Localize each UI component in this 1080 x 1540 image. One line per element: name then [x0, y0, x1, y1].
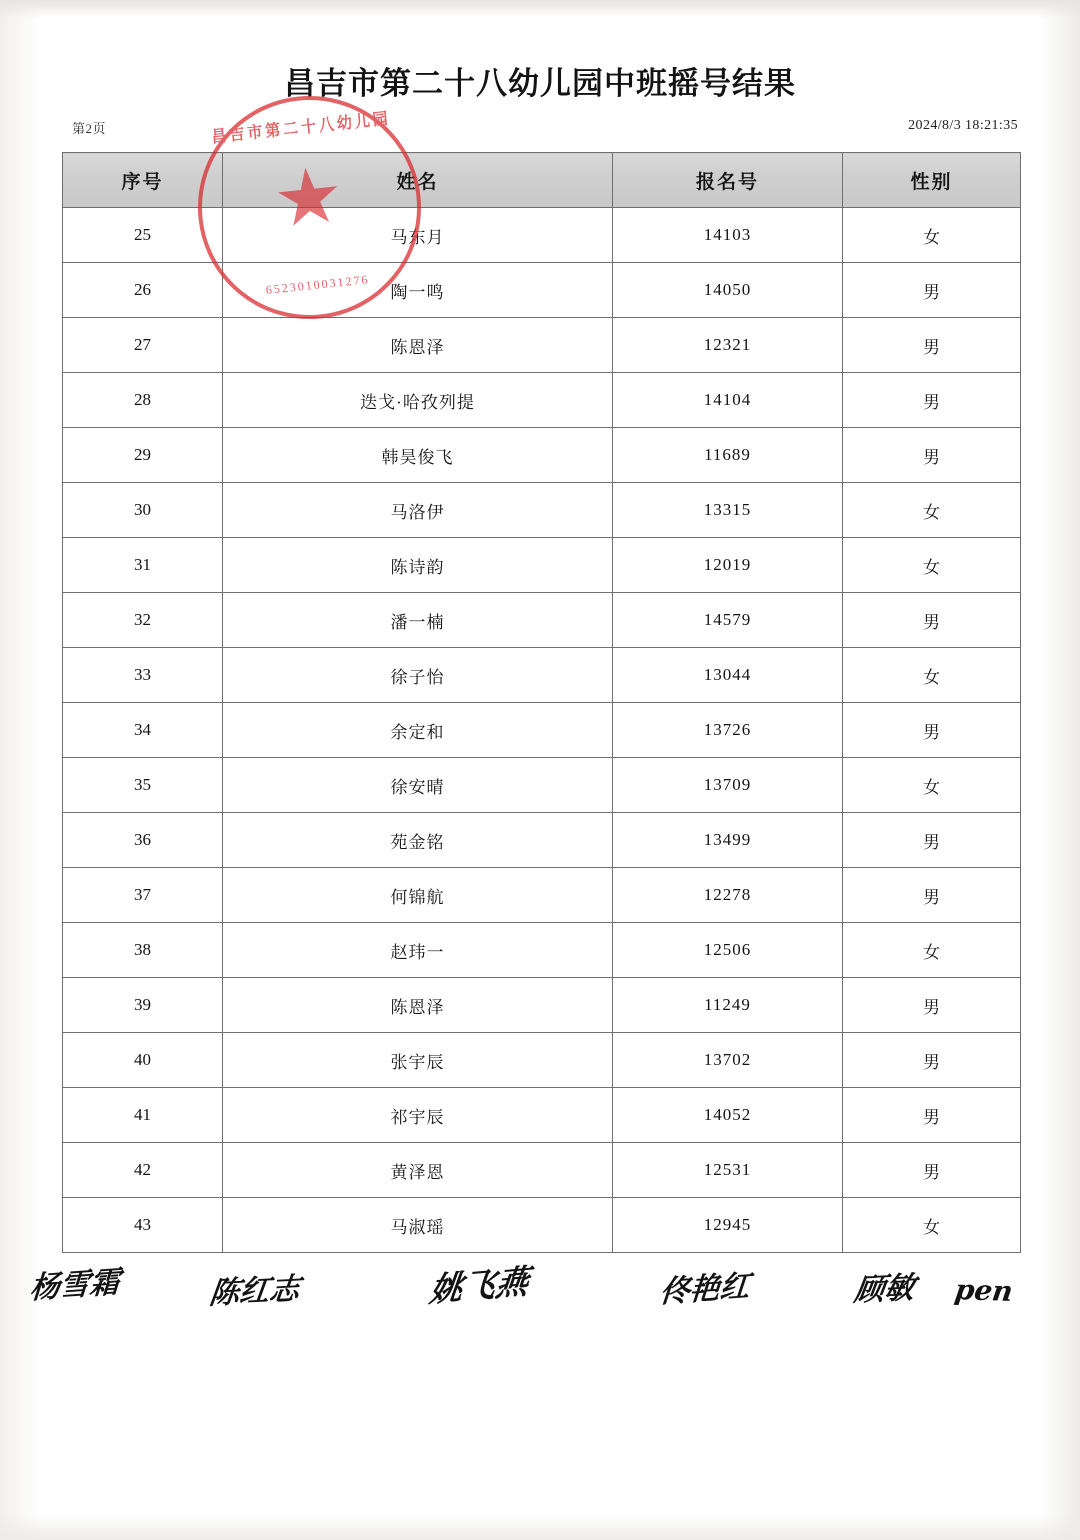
- cell-registration-number: 12321: [613, 318, 843, 373]
- table-row: [63, 923, 1021, 978]
- page-number-label: 第2页: [72, 121, 107, 136]
- cell-gender: 男: [843, 978, 1021, 1033]
- cell-name: 徐子怡: [223, 648, 613, 703]
- cell-gender: 男: [843, 1033, 1021, 1088]
- cell-name: 潘一楠: [223, 593, 613, 648]
- cell-registration-number: 11689: [613, 428, 843, 483]
- cell-registration-number: 13315: [613, 483, 843, 538]
- cell-seq: 28: [63, 373, 223, 428]
- cell-name: 迭戈·哈孜列提: [223, 373, 613, 428]
- cell-seq: 34: [63, 703, 223, 758]
- cell-seq: 39: [63, 978, 223, 1033]
- table-row: [63, 428, 1021, 483]
- cell-gender: 女: [843, 483, 1021, 538]
- table-row: [63, 483, 1021, 538]
- cell-seq: 29: [63, 428, 223, 483]
- cell-registration-number: 14104: [613, 373, 843, 428]
- cell-name: 祁宇辰: [223, 1088, 613, 1143]
- cell-registration-number: 12945: [613, 1198, 843, 1253]
- seal-top-text: 昌吉市第二十八幼儿园: [210, 110, 392, 147]
- cell-registration-number: 13709: [613, 758, 843, 813]
- cell-name: 马东月: [223, 208, 613, 263]
- table-row: [63, 1088, 1021, 1143]
- cell-registration-number: 14050: [613, 263, 843, 318]
- cell-seq: 33: [63, 648, 223, 703]
- cell-seq: 42: [63, 1143, 223, 1198]
- table-row: [63, 538, 1021, 593]
- column-header-registration-number: 报名号: [613, 153, 843, 208]
- cell-name: 陈诗韵: [223, 538, 613, 593]
- page-title: 昌吉市第二十八幼儿园中班摇号结果: [284, 66, 796, 102]
- cell-registration-number: 14579: [613, 593, 843, 648]
- cell-seq: 31: [63, 538, 223, 593]
- cell-registration-number: 12506: [613, 923, 843, 978]
- page-bottom-shadow: [0, 1514, 1080, 1540]
- cell-gender: 女: [843, 648, 1021, 703]
- cell-registration-number: 13726: [613, 703, 843, 758]
- cell-registration-number: 11249: [613, 978, 843, 1033]
- table-row: [63, 868, 1021, 923]
- cell-name: 陈恩泽: [223, 978, 613, 1033]
- cell-name: 陶一鸣: [223, 263, 613, 318]
- cell-seq: 30: [63, 483, 223, 538]
- cell-seq: 27: [63, 318, 223, 373]
- cell-gender: 女: [843, 1198, 1021, 1253]
- cell-seq: 26: [63, 263, 223, 318]
- cell-registration-number: 14103: [613, 208, 843, 263]
- cell-gender: 女: [843, 923, 1021, 978]
- seal-bottom-text: 6523010031276: [265, 272, 371, 297]
- cell-gender: 男: [843, 1143, 1021, 1198]
- cell-gender: 男: [843, 593, 1021, 648]
- cell-gender: 男: [843, 428, 1021, 483]
- table-header-row: [63, 153, 1021, 208]
- cell-seq: 25: [63, 208, 223, 263]
- table-row: [63, 978, 1021, 1033]
- table-row: [63, 318, 1021, 373]
- table-row: [63, 1143, 1021, 1198]
- cell-gender: 女: [843, 538, 1021, 593]
- cell-gender: 男: [843, 1088, 1021, 1143]
- cell-gender: 男: [843, 373, 1021, 428]
- cell-seq: 41: [63, 1088, 223, 1143]
- handwritten-signature: 佟艳红: [658, 1268, 752, 1311]
- cell-gender: 男: [843, 813, 1021, 868]
- column-header-gender: 性别: [843, 153, 1021, 208]
- column-header-seq: 序号: [63, 153, 223, 208]
- table-row: [63, 1033, 1021, 1088]
- cell-name: 陈恩泽: [223, 318, 613, 373]
- column-header-name: 姓名: [223, 153, 613, 208]
- handwritten-signature: 杨雪霜: [28, 1264, 121, 1307]
- handwritten-signature: pen: [952, 1273, 1016, 1308]
- table-row: [63, 648, 1021, 703]
- table-row: [63, 703, 1021, 758]
- cell-gender: 男: [843, 868, 1021, 923]
- cell-registration-number: 14052: [613, 1088, 843, 1143]
- cell-seq: 40: [63, 1033, 223, 1088]
- cell-seq: 43: [63, 1198, 223, 1253]
- table-row: [63, 373, 1021, 428]
- cell-name: 徐安晴: [223, 758, 613, 813]
- cell-registration-number: 13044: [613, 648, 843, 703]
- cell-registration-number: 12019: [613, 538, 843, 593]
- cell-gender: 男: [843, 703, 1021, 758]
- cell-name: 苑金铭: [223, 813, 613, 868]
- cell-seq: 36: [63, 813, 223, 868]
- cell-registration-number: 12278: [613, 868, 843, 923]
- cell-name: 张宇辰: [223, 1033, 613, 1088]
- cell-name: 赵玮一: [223, 923, 613, 978]
- table-row: [63, 208, 1021, 263]
- cell-seq: 32: [63, 593, 223, 648]
- table-row: [63, 758, 1021, 813]
- handwritten-signature: 顾敏: [852, 1270, 917, 1309]
- cell-gender: 男: [843, 263, 1021, 318]
- timestamp-label: 2024/8/3 18:21:35: [908, 118, 1018, 133]
- cell-name: 马淑瑶: [223, 1198, 613, 1253]
- cell-seq: 38: [63, 923, 223, 978]
- cell-gender: 女: [843, 208, 1021, 263]
- cell-gender: 女: [843, 758, 1021, 813]
- cell-name: 韩昊俊飞: [223, 428, 613, 483]
- cell-seq: 37: [63, 868, 223, 923]
- cell-registration-number: 12531: [613, 1143, 843, 1198]
- handwritten-signature: 姚飞燕: [427, 1261, 531, 1310]
- cell-registration-number: 13499: [613, 813, 843, 868]
- page-top-shadow: [0, 0, 1080, 18]
- cell-registration-number: 13702: [613, 1033, 843, 1088]
- cell-name: 余定和: [223, 703, 613, 758]
- cell-name: 黄泽恩: [223, 1143, 613, 1198]
- cell-name: 何锦航: [223, 868, 613, 923]
- table-row: [63, 263, 1021, 318]
- lottery-results-table: [62, 152, 1021, 1253]
- cell-seq: 35: [63, 758, 223, 813]
- handwritten-signature: 陈红志: [207, 1271, 302, 1312]
- table-row: [63, 593, 1021, 648]
- cell-name: 马洛伊: [223, 483, 613, 538]
- signature-area: [0, 1230, 1080, 1420]
- cell-gender: 男: [843, 318, 1021, 373]
- table-row: [63, 813, 1021, 868]
